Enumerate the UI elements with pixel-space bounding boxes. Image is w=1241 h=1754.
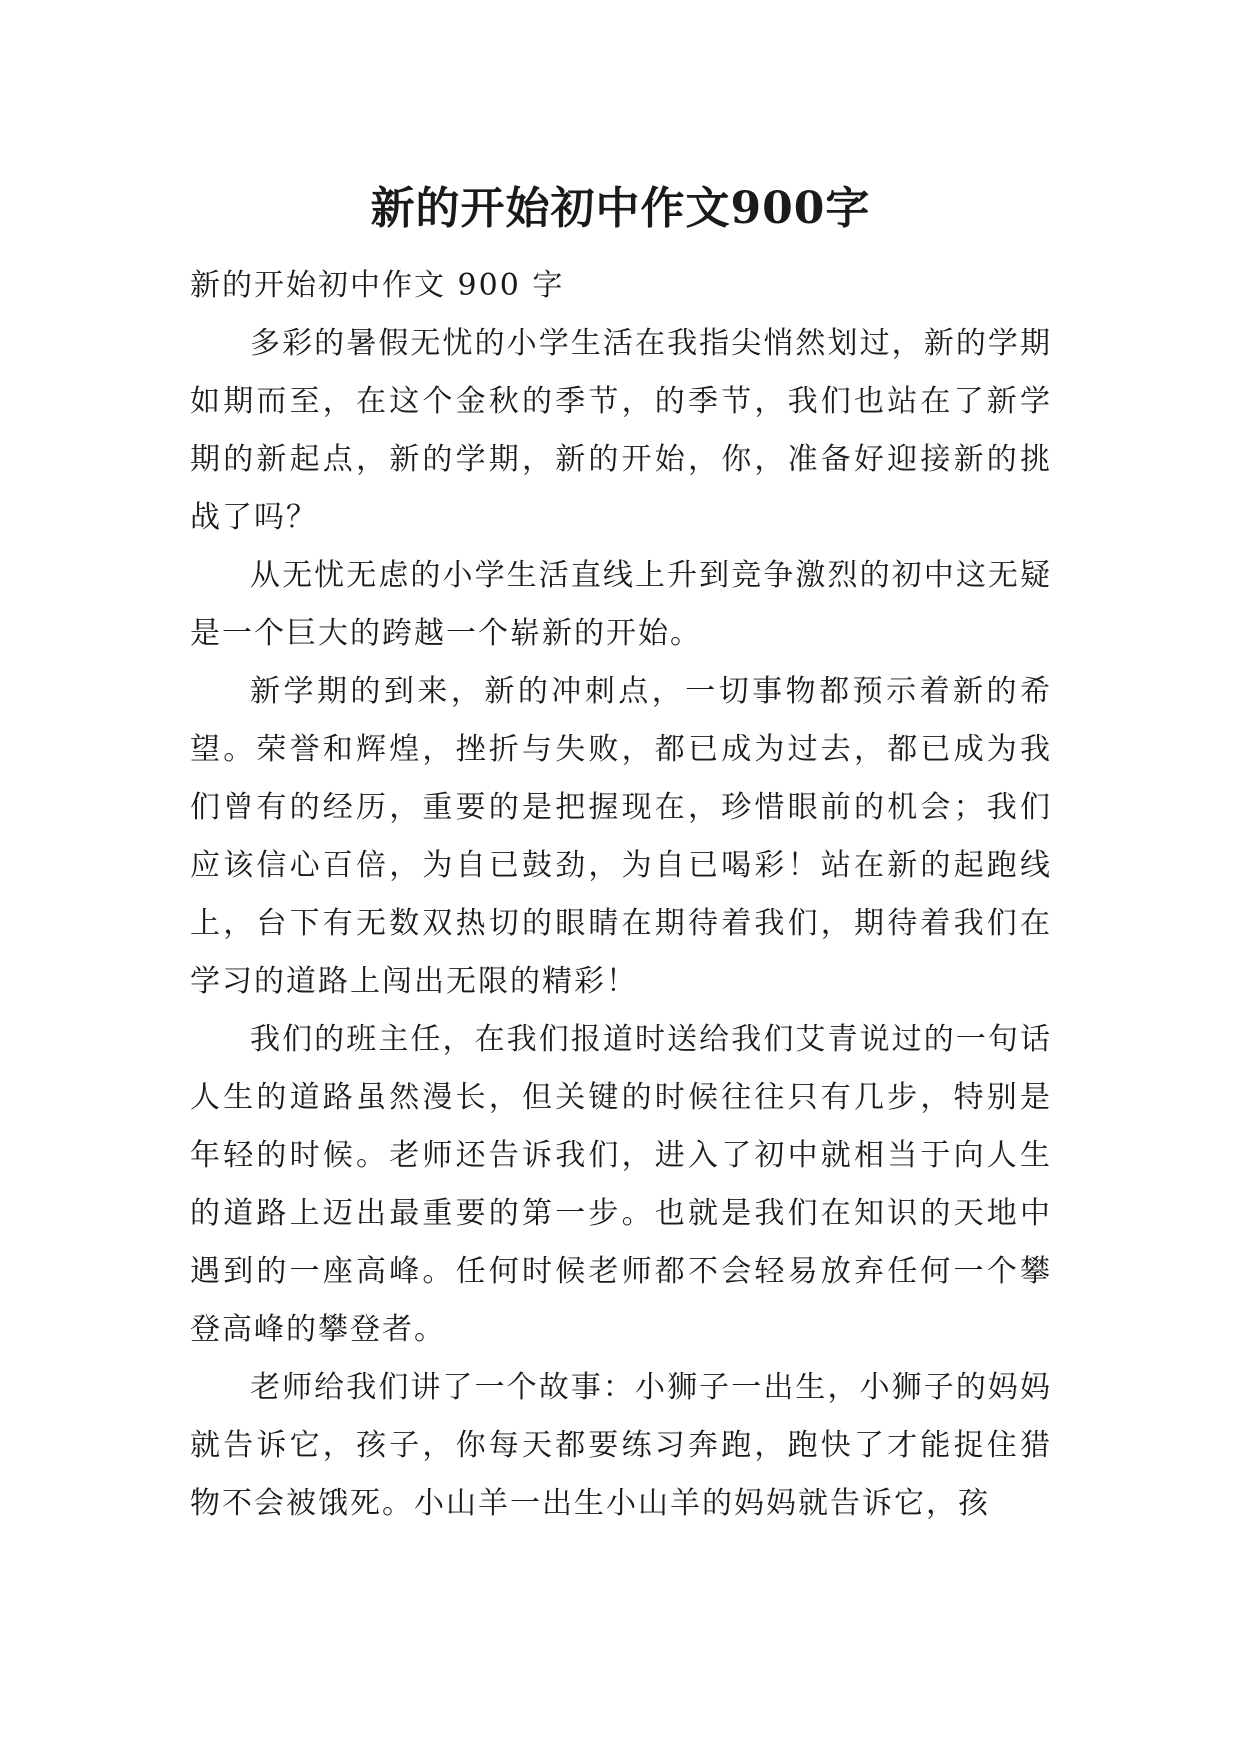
document-body <box>190 257 1052 1533</box>
document-subtitle: 新的开始初中作文 900 字 <box>190 268 565 303</box>
paragraph-2: 从无忧无虑的小学生活直线上升到竞争激烈的初中这无疑是一个巨大的跨越一个崭新的开始。 <box>190 558 1052 651</box>
paragraph-3: 新学期的到来，新的冲刺点，一切事物都预示着新的希望。荣誉和辉煌，挫折与失败，都已成为过去，都已成为我们曾有的经历，重要的是把握现在，珍惜眼前的机会；我们应该信心百倍，为自已鼓劲，为自已喝彩！站在新的起跑线上，台下有无数双热切的眼睛在期待着我们，期待着我们在学习的道路上闯出无限的精彩！ <box>190 674 1052 999</box>
paragraph-1: 多彩的暑假无忧的小学生活在我指尖悄然划过，新的学期如期而至，在这个金秋的季节，的季节，我们也站在了新学期的新起点，新的学期，新的开始，你，准备好迎接新的挑战了吗？ <box>190 326 1052 535</box>
document-title: 新的开始初中作文900字 <box>370 183 871 235</box>
paragraph-4: 我们的班主任，在我们报道时送给我们艾青说过的一句话人生的道路虽然漫长，但关键的时候往往只有几步，特别是年轻的时候。老师还告诉我们，进入了初中就相当于向人生的道路上迈出最重要的第一步。也就是我们在知识的天地中遇到的一座高峰。任何时候老师都不会轻易放弃任何一个攀登高峰的攀登者。 <box>190 1022 1052 1347</box>
paragraph-5: 老师给我们讲了一个故事：小狮子一出生，小狮子的妈妈就告诉它，孩子，你每天都要练习奔跑，跑快了才能捉住猎物不会被饿死。小山羊一出生小山羊的妈妈就告诉它，孩 <box>190 1370 1052 1521</box>
